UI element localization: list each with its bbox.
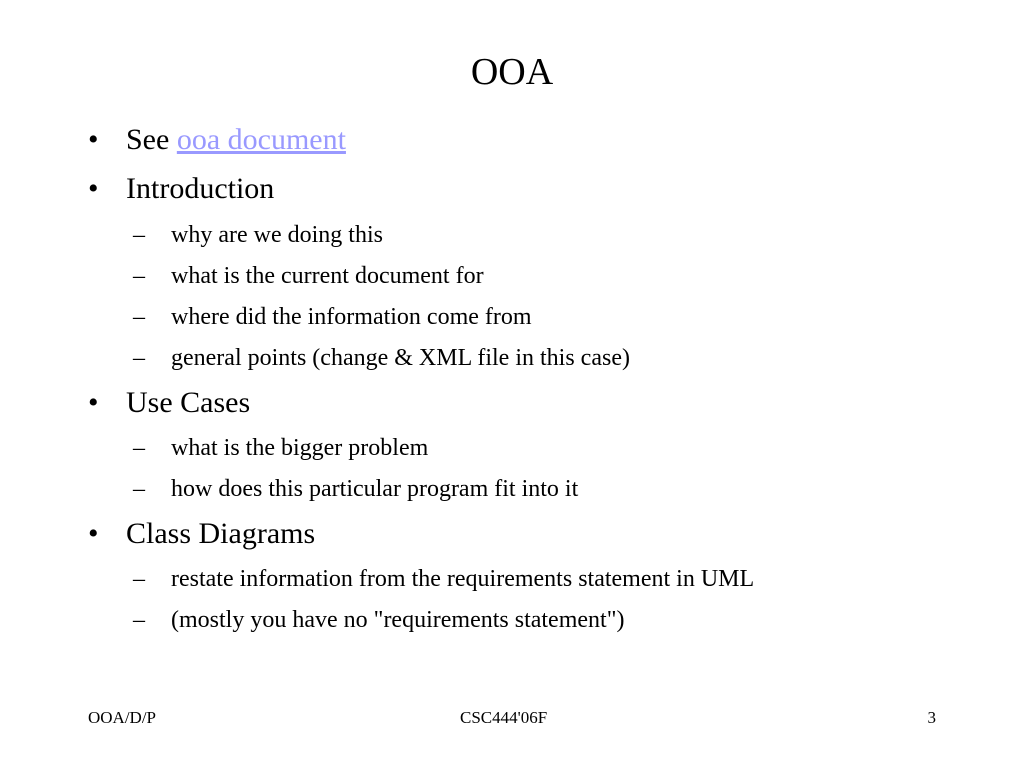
ooa-document-link[interactable]: ooa document [176,123,346,156]
bullet-use-cases [88,385,250,421]
sub-item-label: where did the information come from [171,304,532,330]
bullet-marker: • [88,123,99,156]
footer-course-code: CSC444'06F [460,708,548,727]
bullet-marker: • [88,517,99,550]
footer-page-number: 3 [927,708,936,727]
sub-item [133,564,754,594]
sub-marker: – [133,345,145,371]
footer-course-section: OOA/D/P [88,708,157,727]
sub-marker: – [133,222,145,248]
sub-item-label: restate information from the requirements statement in UML [171,566,755,592]
sub-item [133,261,484,291]
bullet-use-cases-label: Use Cases [126,386,251,419]
sub-marker: – [133,304,145,330]
sub-marker: – [133,263,145,289]
sub-item-label: general points (change & XML file in this case) [171,345,630,371]
bullet-marker: • [88,172,99,205]
bullet-see-prefix: See [126,123,177,156]
slide-title: OOA [470,51,554,93]
bullet-class-diagrams [88,516,315,552]
bullet-introduction [88,171,274,207]
sub-item [133,433,428,463]
sub-item-label: how does this particular program fit into it [171,476,579,502]
sub-item-label: why are we doing this [171,222,383,248]
sub-item [133,302,532,332]
sub-item [133,605,624,635]
bullet-introduction-label: Introduction [126,172,275,205]
sub-marker: – [133,476,145,502]
bullet-see [88,122,346,158]
bullet-class-diagrams-label: Class Diagrams [126,517,316,550]
sub-item [133,220,383,250]
sub-marker: – [133,607,145,633]
sub-item [133,343,630,373]
sub-item-label: what is the current document for [171,263,484,289]
bullet-marker: • [88,386,99,419]
sub-item-label: what is the bigger problem [171,435,429,461]
sub-item-label: (mostly you have no "requirements statement") [171,607,625,633]
sub-marker: – [133,435,145,461]
sub-item [133,474,578,504]
sub-marker: – [133,566,145,592]
